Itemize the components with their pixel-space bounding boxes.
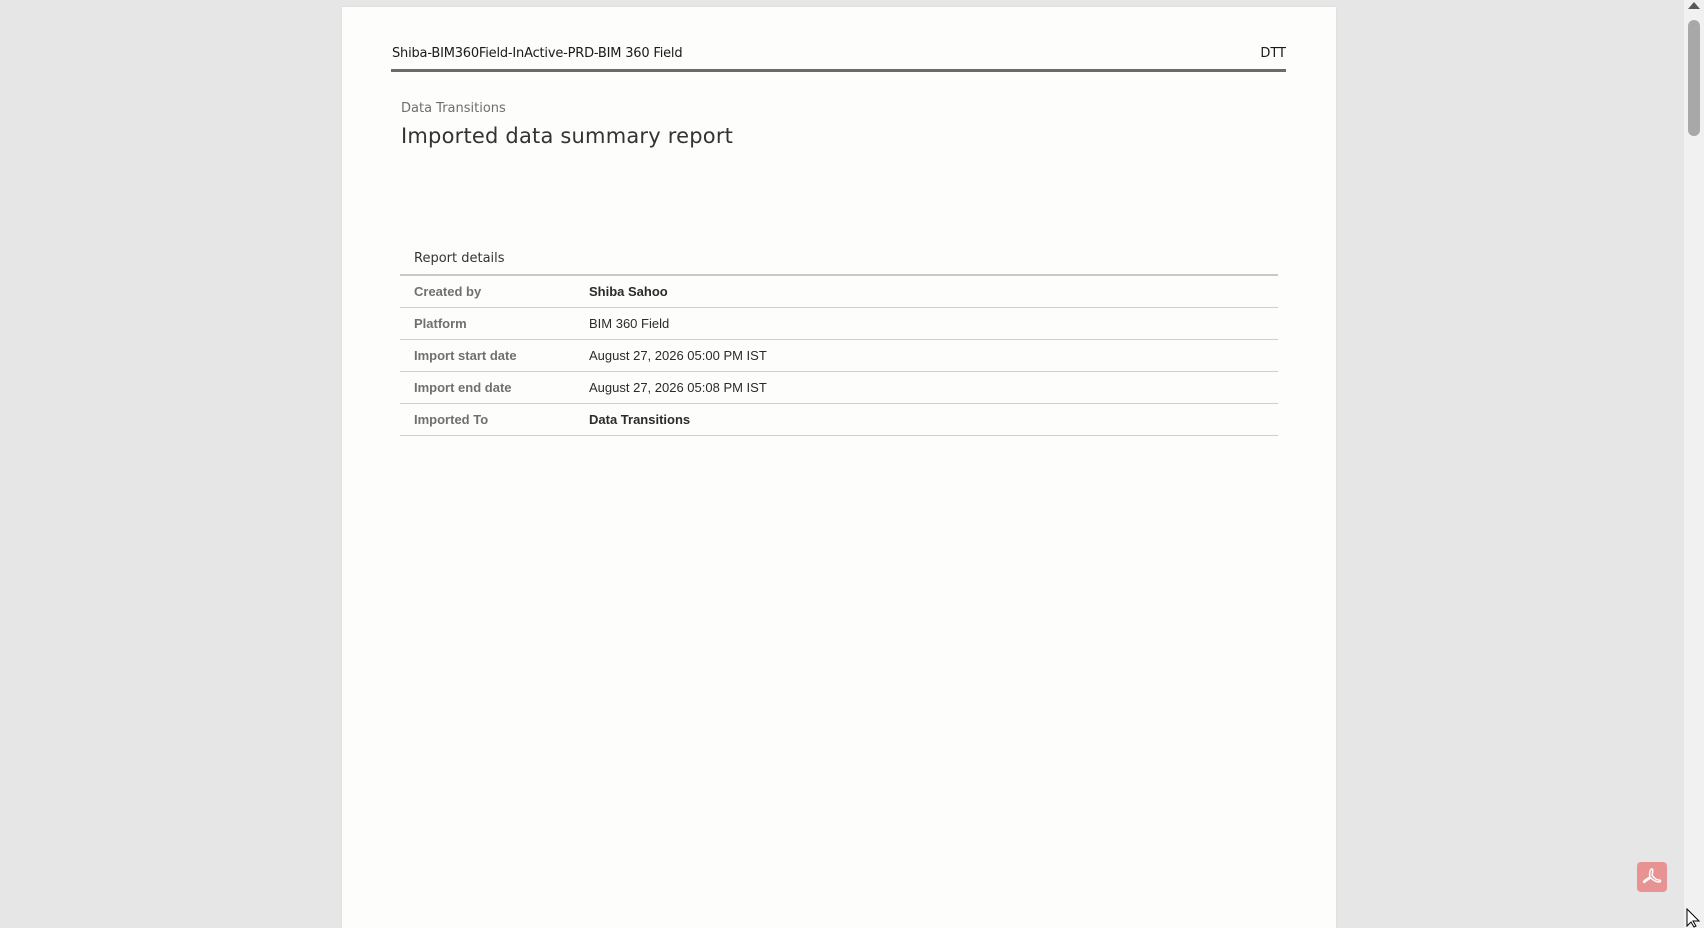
project-name: Shiba-BIM360Field-InActive-PRD-BIM 360 Field: [392, 46, 683, 61]
import-end-date-label: Import end date: [414, 380, 512, 395]
pdf-page: [342, 7, 1336, 928]
table-row: [400, 308, 1278, 340]
table-row: [400, 404, 1278, 436]
import-start-date-value: August 27, 2026 05:00 PM IST: [589, 348, 767, 363]
report-details-heading: Report details: [400, 243, 1278, 276]
table-row: [400, 276, 1278, 308]
pdf-icon: [1642, 867, 1662, 887]
vertical-scrollbar[interactable]: [1684, 0, 1704, 928]
pdf-download-button[interactable]: [1637, 862, 1667, 892]
imported-to-label: Imported To: [414, 412, 489, 427]
cursor-icon: [1686, 908, 1704, 928]
created-by-value: Shiba Sahoo: [589, 284, 668, 299]
platform-value: BIM 360 Field: [589, 316, 670, 331]
page-header: [391, 39, 1286, 72]
created-by-label: Created by: [414, 284, 482, 299]
report-details-table: [400, 243, 1278, 436]
table-row: [400, 372, 1278, 404]
import-end-date-value: August 27, 2026 05:08 PM IST: [589, 380, 767, 395]
table-row: [400, 340, 1278, 372]
imported-to-value: Data Transitions: [589, 412, 691, 427]
header-code: DTT: [1260, 46, 1286, 61]
scroll-up-arrow-icon[interactable]: [1688, 2, 1700, 9]
platform-label: Platform: [414, 316, 467, 331]
import-start-date-label: Import start date: [414, 348, 517, 363]
scroll-thumb[interactable]: [1688, 20, 1700, 136]
page-title: Imported data summary report: [401, 124, 734, 148]
report-kicker: Data Transitions: [401, 101, 506, 116]
